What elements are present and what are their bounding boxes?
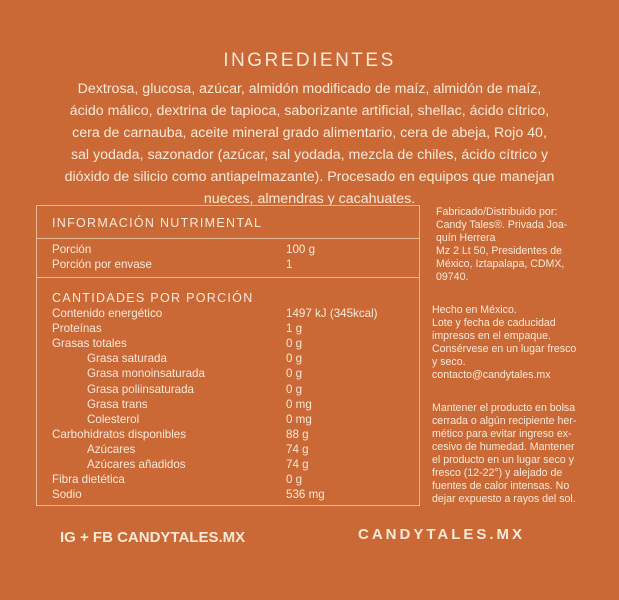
- section-title: CANTIDADES POR PORCIÓN: [52, 291, 254, 305]
- nutrition-title: INFORMACIÓN NUTRIMENTAL: [52, 216, 263, 230]
- table-row: [52, 306, 412, 321]
- row-label: Fibra dietética: [52, 473, 125, 487]
- table-row: [52, 412, 412, 427]
- table-row: [52, 351, 412, 366]
- row-value: 0 g: [286, 337, 303, 351]
- table-row: [52, 442, 412, 457]
- info-line: fresco (12-22°) y alejado de: [432, 467, 563, 479]
- info-line: dejar expuesto a rayos del sol.: [432, 493, 576, 505]
- row-label: Azúcares añadidos: [87, 458, 186, 471]
- info-line: México, Iztapalapa, CDMX,: [436, 258, 565, 270]
- table-row: [52, 457, 412, 472]
- info-line: cesivo de humedad. Mantener: [432, 441, 575, 453]
- row-label: Grasas totales: [52, 337, 127, 351]
- ingredients-text: [20, 78, 599, 210]
- ingredients-line: nueces, almendras y cacahuates.: [203, 191, 416, 207]
- row-value: 0 mg: [286, 412, 312, 426]
- info-line: Consérvese en un lugar fresco: [432, 343, 577, 355]
- website: CANDYTALES.MX: [358, 526, 526, 543]
- info-line: quín Herrera: [436, 232, 496, 244]
- table-row: [52, 427, 412, 442]
- info-line: el producto en un lugar seco y: [432, 454, 574, 466]
- info-line: Mantener el producto en bolsa: [432, 402, 576, 414]
- row-value: 0 g: [286, 367, 303, 381]
- info-line: impresos en el empaque.: [432, 330, 551, 342]
- row-label: Grasa poliinsaturada: [87, 382, 194, 396]
- row-label: Grasa saturada: [87, 352, 167, 366]
- ingredients-line: cera de carnauba, aceite mineral grado alimentario, cera de abeja, Rojo 40,: [72, 125, 547, 141]
- row-label: Contenido energético: [52, 307, 163, 320]
- row-label: Sodio: [52, 488, 82, 502]
- table-row: [52, 321, 412, 336]
- table-row: [52, 336, 412, 351]
- row-label: Porción por envase: [52, 258, 152, 271]
- row-value: 0 g: [286, 352, 303, 366]
- info-line: Mz 2 Lt 50, Presidentes de: [436, 245, 563, 257]
- table-row: [52, 487, 412, 502]
- info-line: contacto@candytales.mx: [432, 369, 551, 381]
- info-line: fuentes de calor intensas. No: [432, 480, 570, 492]
- info-line: Candy Tales®. Privada Joa-: [436, 219, 568, 231]
- ingredients-line: Dextrosa, glucosa, azúcar, almidón modificado de maíz, almidón de maíz,: [77, 81, 542, 97]
- storage-info: [432, 402, 612, 506]
- ingredients-line: sal yodada, sazonador (azúcar, sal yodada, mezcla de chiles, ácido cítrico y: [70, 147, 549, 163]
- table-row: [52, 257, 412, 272]
- row-value: 1 g: [286, 322, 303, 336]
- row-value: 1: [286, 258, 293, 271]
- divider: [37, 277, 419, 278]
- row-label: Grasa trans: [87, 397, 148, 411]
- row-label: Grasa monoinsaturada: [87, 367, 205, 381]
- info-line: y seco.: [432, 356, 466, 368]
- info-line: Fabricado/Distribuido por:: [436, 206, 558, 218]
- row-value: 0 g: [286, 382, 303, 396]
- info-line: Lote y fecha de caducidad: [432, 317, 556, 329]
- info-line: mético para evitar ingreso ex-: [432, 428, 572, 440]
- table-row: [52, 382, 412, 397]
- social-handle: IG + FB CANDYTALES.MX: [60, 529, 246, 546]
- row-label: Carbohidratos disponibles: [52, 427, 187, 441]
- row-value: 88 g: [286, 427, 309, 441]
- info-line: Hecho en México.: [432, 304, 517, 316]
- row-value: 0 g: [286, 473, 303, 487]
- ingredients-line: dióxido de silicio como antiapelmazante). Procesado en equipos que manejan: [64, 169, 555, 185]
- divider: [37, 238, 419, 239]
- row-value: 74 g: [286, 442, 309, 456]
- product-info: [432, 304, 612, 382]
- row-value: 1497 kJ (345kcal): [286, 307, 378, 320]
- row-label: Azúcares: [87, 442, 136, 456]
- row-label: Proteínas: [52, 322, 102, 336]
- row-value: 74 g: [286, 458, 309, 471]
- row-value: 0 mg: [286, 397, 312, 411]
- row-label: Porción: [52, 243, 92, 256]
- manufacturer-info: [436, 206, 616, 284]
- info-line: 09740.: [436, 271, 469, 283]
- ingredients-title: INGREDIENTES: [223, 50, 396, 71]
- table-row: [52, 472, 412, 487]
- row-label: Colesterol: [87, 412, 140, 426]
- row-value: 100 g: [286, 243, 316, 256]
- table-row: [52, 397, 412, 412]
- info-line: cerrada o algún recipiente her-: [432, 415, 577, 427]
- table-row: [52, 242, 412, 257]
- ingredients-line: ácido málico, dextrina de tapioca, saborizante artificial, shellac, ácido cítrico,: [69, 103, 550, 119]
- row-value: 536 mg: [286, 488, 325, 502]
- table-row: [52, 366, 412, 381]
- nutrition-table: [36, 205, 420, 506]
